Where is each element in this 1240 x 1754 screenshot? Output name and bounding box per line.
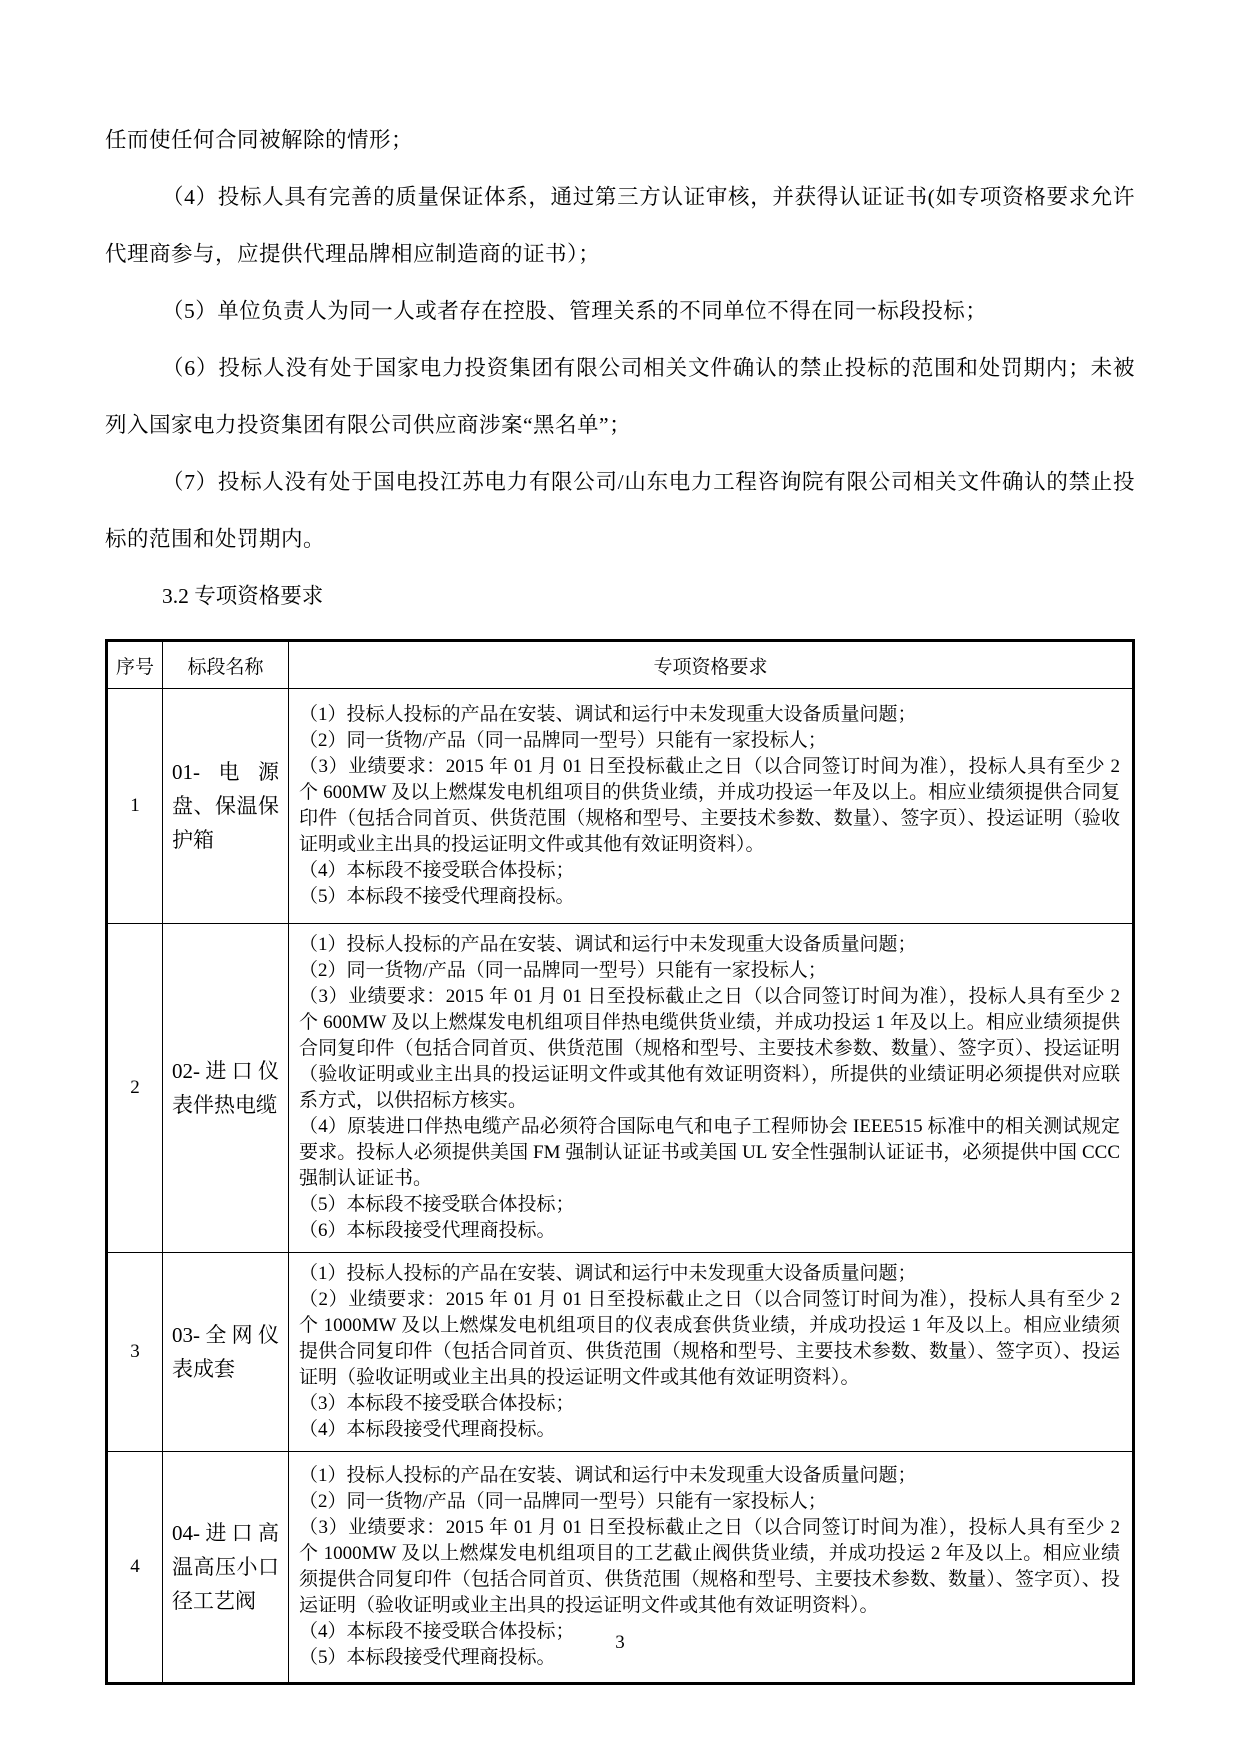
header-bid-section-name: 标段名称 bbox=[163, 641, 289, 689]
requirements-cell bbox=[289, 689, 1134, 924]
requirement-item: （6）本标段接受代理商投标。 bbox=[299, 1220, 556, 1241]
header-special-qualification: 专项资格要求 bbox=[289, 641, 1134, 689]
document-content bbox=[105, 112, 1135, 1685]
bid-section-name: 03-全网仪表成套 bbox=[163, 1253, 289, 1452]
row-number: 4 bbox=[107, 1452, 163, 1684]
requirement-item: （5）本标段不接受联合体投标； bbox=[299, 1194, 575, 1215]
requirement-item: （2）同一货物/产品（同一品牌同一型号）只能有一家投标人； bbox=[299, 730, 827, 751]
row-number: 3 bbox=[107, 1253, 163, 1452]
requirement-item: （4）本标段不接受联合体投标； bbox=[299, 860, 575, 881]
requirement-item: （3）业绩要求：2015 年 01 月 01 日至投标截止之日（以合同签订时间为准），投标人具有至少 2 个 600MW 及以上燃煤发电机组项目的供货业绩，并成功投运一年及以上。相应业绩须提供合同复印件（包括合同首页、供货范围（规格和型号、主要技术参数、数量）、签字页）、投运证明（验收证明或业主出具的投运证明文件或其他有效证明资料）。 bbox=[299, 756, 1120, 855]
header-serial-number: 序号 bbox=[107, 641, 163, 689]
section-heading: 3.2 专项资格要求 bbox=[162, 584, 324, 608]
table-row bbox=[107, 924, 1134, 1253]
bid-section-name: 01-电源盘、保温保护箱 bbox=[163, 689, 289, 924]
requirement-item: （4）本标段不接受联合体投标； bbox=[299, 1621, 575, 1642]
requirement-item: （4）原装进口伴热电缆产品必须符合国际电气和电子工程师协会 IEEE515 标准中的相关测试规定要求。投标人必须提供美国 FM 强制认证证书或美国 UL 安全性强制认证证书，必须提供中国 CCC 强制认证证书。 bbox=[299, 1116, 1120, 1189]
requirement-item: （1）投标人投标的产品在安装、调试和运行中未发现重大设备质量问题； bbox=[299, 704, 917, 725]
table-row bbox=[107, 1253, 1134, 1452]
paragraph-continuation: 任而使任何合同被解除的情形； bbox=[105, 128, 414, 152]
requirements-cell bbox=[289, 924, 1134, 1253]
requirement-item: （3）业绩要求：2015 年 01 月 01 日至投标截止之日（以合同签订时间为准），投标人具有至少 2 个 600MW 及以上燃煤发电机组项目伴热电缆供货业绩，并成功投运 1 年及以上。相应业绩须提供合同复印件（包括合同首页、供货范围（规格和型号、主要技术参数、数量）、签字页）、投运证明（验收证明或业主出具的投运证明文件或其他有效证明资料），所提供的业绩证明必须提供对应联系方式，以供招标方核实。 bbox=[299, 986, 1120, 1111]
page-number: 3 bbox=[615, 1632, 625, 1653]
table-header-row bbox=[107, 641, 1134, 689]
requirements-cell bbox=[289, 1253, 1134, 1452]
row-number: 1 bbox=[107, 689, 163, 924]
bid-section-name: 04-进口高温高压小口径工艺阀 bbox=[163, 1452, 289, 1684]
requirement-item: （1）投标人投标的产品在安装、调试和运行中未发现重大设备质量问题； bbox=[299, 934, 917, 955]
qualification-requirements-table bbox=[105, 639, 1135, 1685]
requirement-item: （5）本标段接受代理商投标。 bbox=[299, 1647, 556, 1668]
requirement-item: （5）本标段不接受代理商投标。 bbox=[299, 886, 575, 907]
paragraph-item-4: （4）投标人具有完善的质量保证体系，通过第三方认证审核，并获得认证证书(如专项资格要求允许代理商参与，应提供代理品牌相应制造商的证书）； bbox=[105, 185, 1135, 266]
table-row bbox=[107, 689, 1134, 924]
requirement-item: （2）业绩要求：2015 年 01 月 01 日至投标截止之日（以合同签订时间为准），投标人具有至少 2 个 1000MW 及以上燃煤发电机组项目的仪表成套供货业绩，并成功投运 1 年及以上。相应业绩须提供合同复印件（包括合同首页、供货范围（规格和型号、主要技术参数、数量）、签字页）、投运证明（验收证明或业主出具的投运证明文件或其他有效证明资料）。 bbox=[299, 1289, 1120, 1388]
requirement-item: （1）投标人投标的产品在安装、调试和运行中未发现重大设备质量问题； bbox=[299, 1465, 917, 1486]
row-number: 2 bbox=[107, 924, 163, 1253]
paragraph-item-7: （7）投标人没有处于国电投江苏电力有限公司/山东电力工程咨询院有限公司相关文件确认的禁止投标的范围和处罚期内。 bbox=[105, 470, 1135, 551]
requirement-item: （2）同一货物/产品（同一品牌同一型号）只能有一家投标人； bbox=[299, 960, 827, 981]
requirement-item: （3）本标段不接受联合体投标； bbox=[299, 1393, 575, 1414]
requirement-item: （1）投标人投标的产品在安装、调试和运行中未发现重大设备质量问题； bbox=[299, 1263, 917, 1284]
requirement-item: （2）同一货物/产品（同一品牌同一型号）只能有一家投标人； bbox=[299, 1491, 827, 1512]
requirement-item: （4）本标段接受代理商投标。 bbox=[299, 1419, 556, 1440]
bid-section-name: 02-进口仪表伴热电缆 bbox=[163, 924, 289, 1253]
paragraph-item-6: （6）投标人没有处于国家电力投资集团有限公司相关文件确认的禁止投标的范围和处罚期内；未被列入国家电力投资集团有限公司供应商涉案“黑名单”； bbox=[105, 356, 1135, 437]
paragraph-item-5: （5）单位负责人为同一人或者存在控股、管理关系的不同单位不得在同一标段投标； bbox=[162, 299, 988, 323]
requirement-item: （3）业绩要求：2015 年 01 月 01 日至投标截止之日（以合同签订时间为准），投标人具有至少 2 个 1000MW 及以上燃煤发电机组项目的工艺截止阀供货业绩，并成功投运 2 年及以上。相应业绩须提供合同复印件（包括合同首页、供货范围（规格和型号、主要技术参数、数量）、签字页）、投运证明（验收证明或业主出具的投运证明文件或其他有效证明资料）。 bbox=[299, 1517, 1120, 1616]
